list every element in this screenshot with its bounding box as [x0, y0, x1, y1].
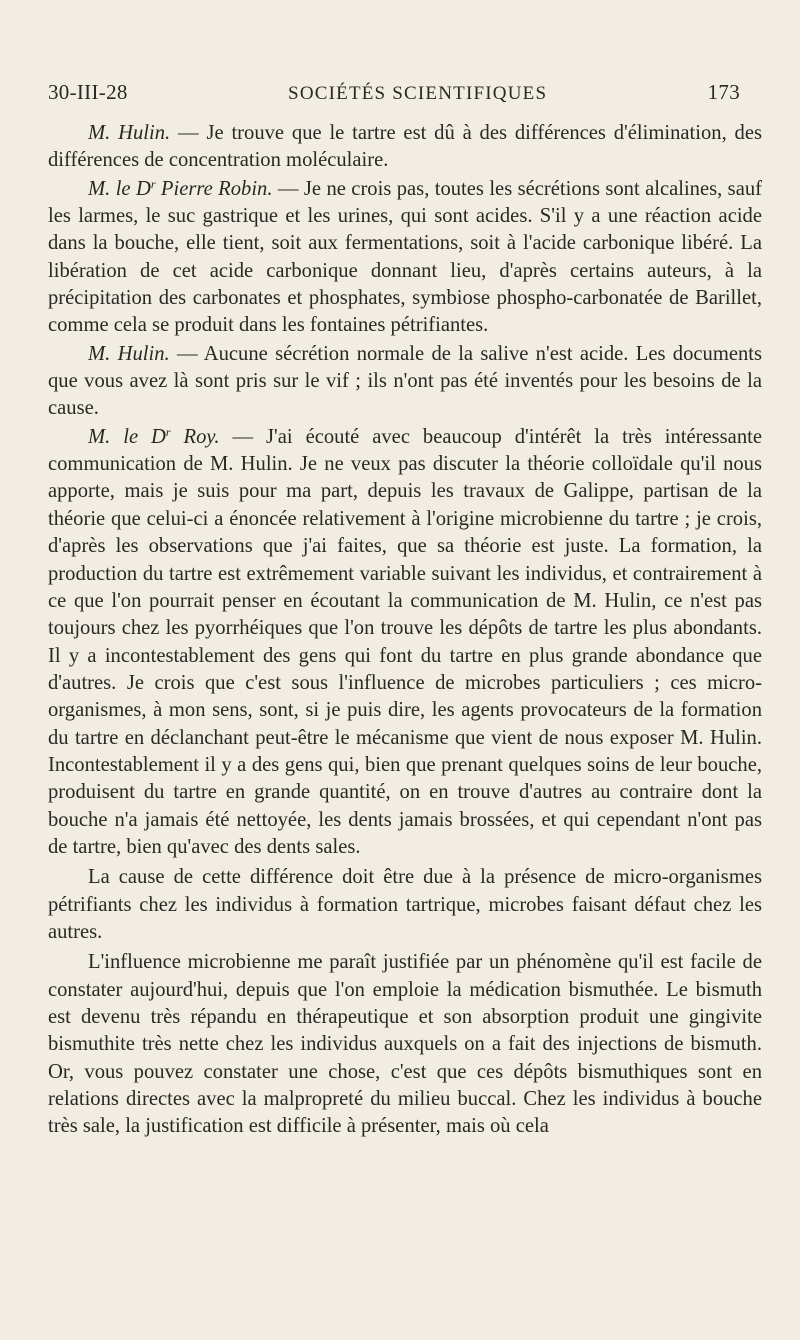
paragraph-text: L'influence microbienne me paraît justifiée par un phénomène qu'il est facile de constater aujourd'hui, depuis que l'on emploie la médication bismuthée. Le bismuth est devenu très répandu en thérapeutique et son absorption produit une gingivite bismuthite très nette chez les individus auxquels on a fait des injections de bismuth. Or, vous pouvez constater une chose, c'est que ces dépôts bismuthiques sont en relations directes avec la malpropreté du milieu buccal. Chez les individus à bouche très sale, la justification est difficile à présenter, mais où cela — [48, 951, 762, 1138]
speaker-name: M. le $D^r$ Pierre Robin. — [88, 176, 273, 200]
paragraph-text: La cause de cette différence doit être due à la présence de micro-organismes pétrifiants chez les individus à formation tartrique, microbes faisant défaut chez les autres. — [48, 866, 762, 943]
paragraph — [48, 949, 762, 1140]
header-date: 30-III-28 — [48, 80, 128, 104]
speaker-name: M. le $D^r$ Roy. — [88, 424, 220, 448]
paragraph-text: — Je ne crois pas, toutes les sécrétions sont alcalines, sauf les larmes, le suc gastrique et les urines, qui sont acides. S'il y a une réaction acide dans la bouche, elle tient, soit aux fermentations, soit à l'acide carbonique libéré. La libération de cet acide carbonique donnant lieu, d'après certains auteurs, à la précipitation des carbonates et phosphates, symbiose phospho-carbonatée de Barillet, comme cela se produit dans les fontaines pétrifiantes. — [48, 177, 762, 337]
paragraph — [48, 176, 762, 340]
body-text — [48, 120, 762, 1142]
paragraph-text: — Aucune sécrétion normale de la salive n'est acide. Les documents que vous avez là sont pris sur le vif ; ils n'ont pas été inventés pour les besoins de la cause. — [48, 342, 763, 420]
paragraph — [48, 424, 762, 862]
paragraph — [48, 120, 762, 175]
running-header — [48, 80, 740, 110]
paragraph — [48, 864, 762, 946]
page-number: 173 — [707, 80, 740, 104]
speaker-name: M. Hulin. — [88, 122, 171, 144]
paragraph — [48, 341, 762, 423]
speaker-name: M. Hulin. — [88, 342, 170, 365]
header-section-title: SOCIÉTÉS SCIENTIFIQUES — [288, 83, 548, 104]
paragraph-text: — J'ai écouté avec beaucoup d'intérêt la très intéressante communication de M. Hulin. Je ne veux pas discuter la théorie colloïdale qu'il nous apporte, mais je suis pour ma part, depuis les travaux de Galippe, partisan de la théorie que celui-ci a énoncée relativement à l'origine microbienne du tartre ; je crois, d'après les observations que j'ai faites, que sa théorie est juste. La formation, la production du tartre est extrêmement variable suivant les individus, et contrairement à ce que l'on pourrait penser en écoutant la communication de M. Hulin, ce n'est pas toujours chez les pyorrhéiques que l'on trouve les dépôts de tartre les plus abondants. Il y a incontestablement des gens qui font du tartre en plus grande abondance que d'autres. Je crois que c'est sous l'influence de microbes particuliers ; ces micro-organismes, à mon sens, sont, si je puis dire, les agents provocateurs de la formation du tartre en déclanchant peut-être le mécanisme que vient de nous exposer M. Hulin. Incontestablement il y a des gens qui, bien que prenant quelques soins de leur bouche, produisent du tartre en grande quantité, on en trouve d'autres au contraire dont la bouche n'a jamais été nettoyée, les dents jamais brossées, et qui cependant n'ont pas de tartre, bien qu'avec des dents sales. — [48, 425, 762, 858]
paragraph-text: — Je trouve que le tartre est dû à des différences d'élimination, des différences de concentration moléculaire. — [48, 122, 762, 172]
